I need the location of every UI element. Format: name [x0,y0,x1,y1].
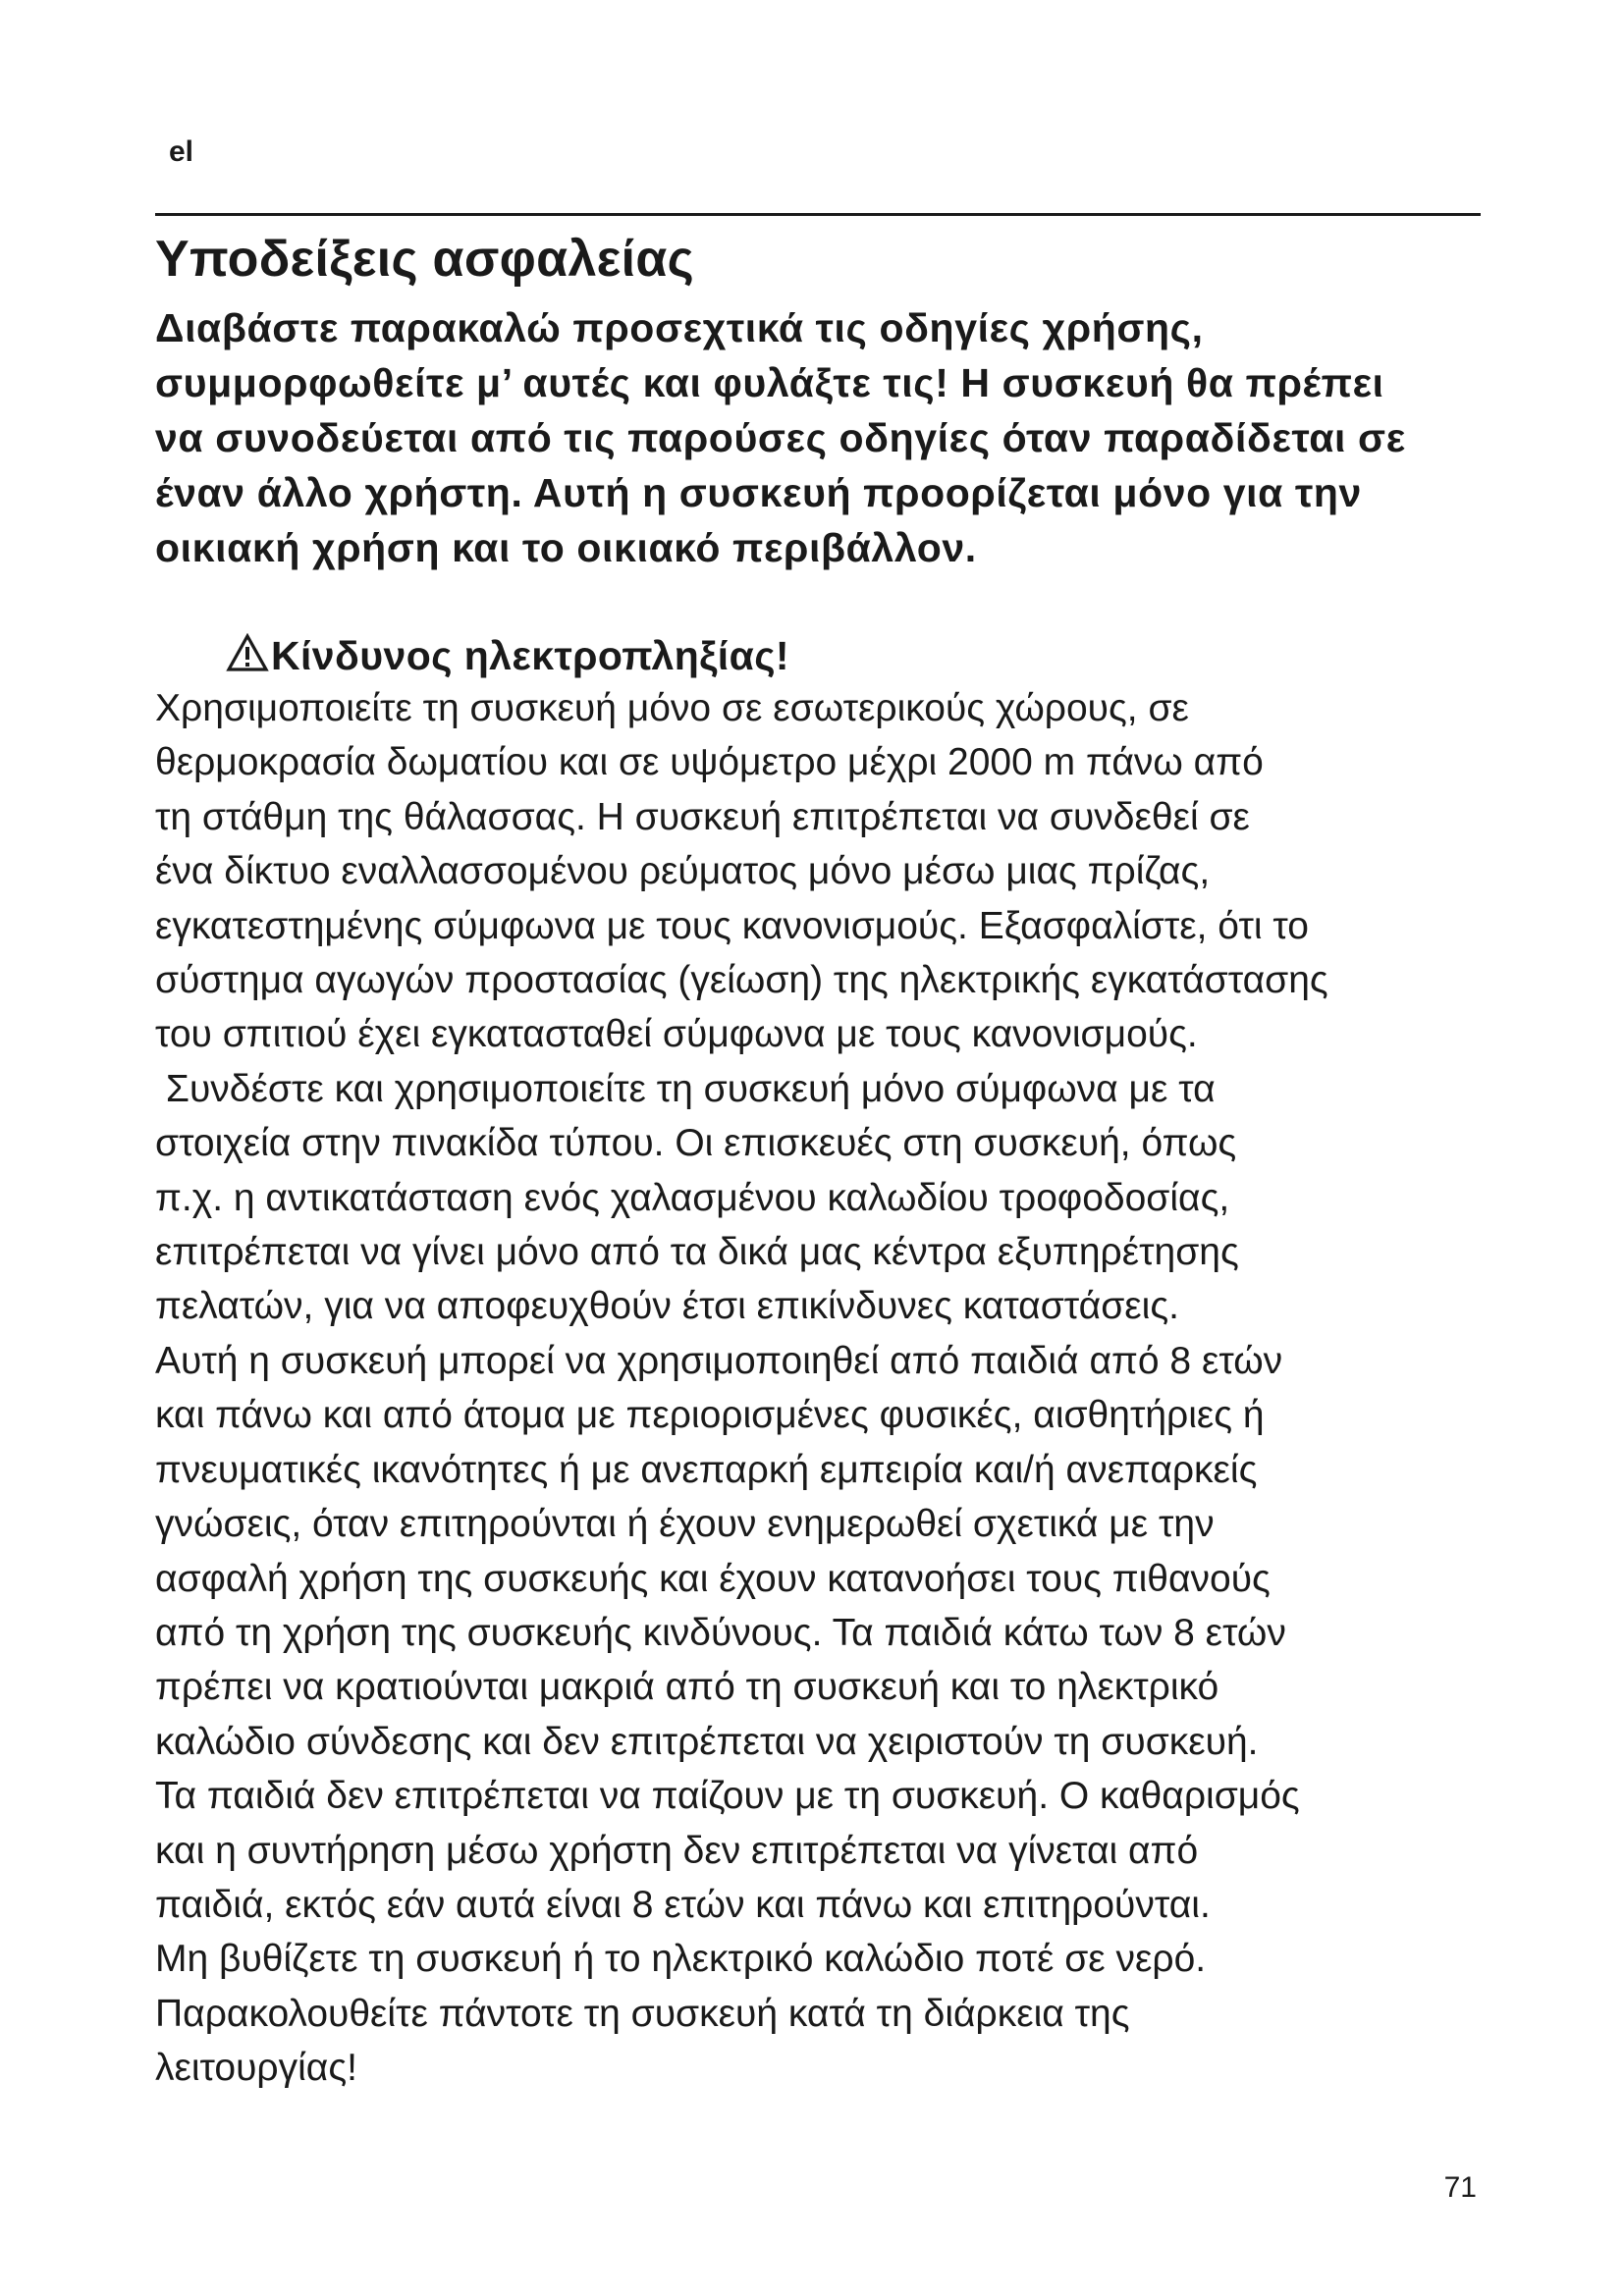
body-line: και πάνω και από άτομα με περιορισμένες φυσικές, αισθητήριες ή [155,1394,1265,1437]
intro-line: οικιακή χρήση και το οικιακό περιβάλλον. [155,525,977,570]
safety-body-text [155,681,1510,2096]
header-divider [155,213,1481,216]
body-line: Τα παιδιά δεν επιτρέπεται να παίζουν με τη συσκευή. Ο καθαρισμός [155,1775,1300,1818]
body-line: Συνδέστε και χρησιμοποιείτε τη συσκευή μόνο σύμφωνα με τα [155,1067,1216,1110]
body-line: από τη χρήση της συσκευής κινδύνους. Τα παιδιά κάτω των 8 ετών [155,1611,1286,1654]
warning-triangle-icon [226,633,269,672]
body-line: πρέπει να κρατιούνται μακριά από τη συσκευή και το ηλεκτρικό [155,1666,1219,1709]
body-line: Αυτή η συσκευή μπορεί να χρησιμοποιηθεί από παιδιά από 8 ετών [155,1339,1283,1382]
body-line: θερμοκρασία δωματίου και σε υψόμετρο μέχρι 2000 m πάνω από [155,741,1264,784]
body-line: καλώδιο σύνδεσης και δεν επιτρέπεται να χειριστούν τη συσκευή. [155,1720,1259,1763]
section-title: Υποδείξεις ασφαλείας [155,231,695,288]
body-line: π.χ. η αντικατάσταση ενός χαλασμένου καλωδίου τροφοδοσίας, [155,1176,1230,1219]
warning-heading-text: Κίνδυνος ηλεκτροπληξίας! [271,633,789,678]
warning-heading [226,630,1510,681]
body-line: πελατών, για να αποφευχθούν έτσι επικίνδυνες καταστάσεις. [155,1285,1179,1328]
body-line: του σπιτιού έχει εγκατασταθεί σύμφωνα με τους κανονισμούς. [155,1013,1198,1056]
body-line: ασφαλή χρήση της συσκευής και έχουν κατανοήσει τους πιθανούς [155,1557,1271,1600]
intro-paragraph [155,300,1510,575]
body-line: Παρακολουθείτε πάντοτε τη συσκευή κατά τη διάρκεια της [155,1992,1130,2035]
body-line: επιτρέπεται να γίνει μόνο από τα δικά μας κέντρα εξυπηρέτησης [155,1231,1239,1274]
intro-line: Διαβάστε παρακαλώ προσεχτικά τις οδηγίες χρήσης, [155,305,1204,350]
body-line: σύστημα αγωγών προστασίας (γείωση) της ηλεκτρικής εγκατάστασης [155,959,1328,1002]
body-line: εγκατεστημένης σύμφωνα με τους κανονισμούς. Εξασφαλίστε, ότι το [155,904,1309,947]
body-line: Μη βυθίζετε τη συσκευή ή το ηλεκτρικό καλώδιο ποτέ σε νερό. [155,1938,1207,1981]
language-code: el [169,135,194,168]
intro-line: έναν άλλο χρήστη. Αυτή η συσκευή προορίζεται μόνο για την [155,470,1362,515]
page-number: 71 [1443,2171,1477,2204]
body-line: στοιχεία στην πινακίδα τύπου. Οι επισκευές στη συσκευή, όπως [155,1122,1237,1165]
body-line: λειτουργίας! [155,2047,357,2090]
intro-line: συμμορφωθείτε μ’ αυτές και φυλάξτε τις! Η συσκευή θα πρέπει [155,360,1384,405]
body-line: Χρησιμοποιείτε τη συσκευή μόνο σε εσωτερικούς χώρους, σε [155,687,1189,729]
intro-line: να συνοδεύεται από τις παρούσες οδηγίες όταν παραδίδεται σε [155,415,1406,460]
body-line: τη στάθμη της θάλασσας. Η συσκευή επιτρέπεται να συνδεθεί σε [155,795,1250,838]
body-line: παιδιά, εκτός εάν αυτά είναι 8 ετών και πάνω και επιτηρούνται. [155,1883,1211,1926]
body-line: ένα δίκτυο εναλλασσομένου ρεύματος μόνο μέσω μιας πρίζας, [155,850,1211,893]
body-line: γνώσεις, όταν επιτηρούνται ή έχουν ενημερωθεί σχετικά με την [155,1503,1215,1546]
section-content [155,300,1510,2096]
body-line: και η συντήρηση μέσω χρήστη δεν επιτρέπεται να γίνεται από [155,1829,1199,1872]
body-line: πνευματικές ικανότητες ή με ανεπαρκή εμπειρία και/ή ανεπαρκείς [155,1448,1258,1491]
